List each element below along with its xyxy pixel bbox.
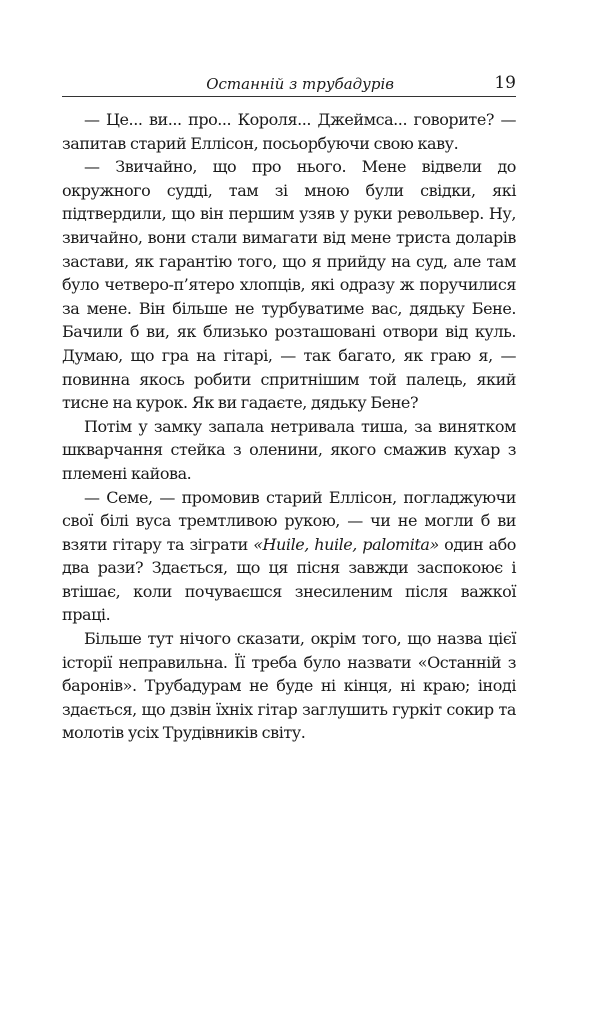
- running-title: Останній з трубадурів: [206, 75, 394, 93]
- song-title: «Huile, huile, palomita»: [253, 534, 439, 554]
- paragraph: Більше тут нічого сказати, окрім того, що назва цієї історії неправильна. Її треба було назвати «Останній з баронів». Трубадурам не буде ні кінця, ні краю; іноді здається, що дзвін їхніх гітар заглушить гуркіт сокир та молотів усіх Трудівників світу.: [62, 629, 516, 743]
- paragraph-text: один або два рази? Здається, що ця пісня завжди заспокоює і втішає, коли почуваєшся знесиленим після важкої праці.: [62, 534, 516, 625]
- paragraph: — Це... ви... про... Короля... Джеймса... говорите? — запитав старий Еллісон, посьорбуючи свою каву.: [62, 110, 516, 153]
- page-text: [62, 108, 516, 745]
- running-head: [62, 72, 516, 97]
- paragraph: [62, 486, 516, 628]
- paragraph-text: — Семе, — промовив старий Еллісон, погладжуючи свої білі вуса тремтливою рукою, — чи не могли б ви взяти гітару та зіграти: [62, 487, 516, 554]
- paragraph: Потім у замку запала нетривала тиша, за винятком шкварчання стейка з оленини, якого смажив кухар з племені кайова.: [62, 416, 516, 483]
- paragraph: — Звичайно, що про нього. Мене відвели до окружного судді, там зі мною були свідки, які підтвердили, що він першим узяв у руки револьвер. Ну, звичайно, вони стали вимагати від мене триста доларів застави, як гарантію того, що я прийду на суд, але там було четверо-п’ятеро хлопців, які одразу ж поручилися за мене. Він більше не турбуватиме вас, дядьку Бене. Бачили б ви, як близько розташовані отвори від куль. Думаю, що гра на гітарі, — так багато, як граю я, — повинна якось робити спритнішим той палець, який тисне на курок. Як ви гадаєте, дядьку Бене?: [62, 157, 516, 413]
- page-number: 19: [494, 73, 516, 93]
